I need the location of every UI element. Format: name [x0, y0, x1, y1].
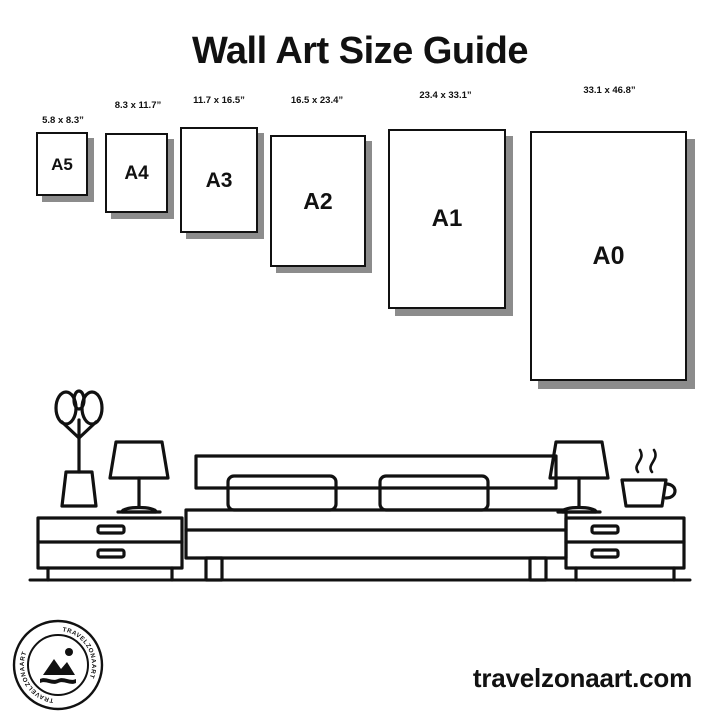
table-lamp-icon-right [550, 442, 608, 512]
nightstand-left-icon [38, 518, 182, 580]
frame-dimension-a0: 33.1 x 46.8” [583, 85, 636, 96]
mountain-logo-icon [12, 619, 104, 711]
frame-dimension-a4: 8.3 x 11.7” [114, 100, 162, 111]
site-url: travelzonaart.com [472, 663, 692, 693]
bed-icon [186, 456, 566, 580]
table-lamp-icon-left [110, 442, 168, 512]
nightstand-right-icon [566, 518, 684, 580]
frame-group-a4 [98, 100, 178, 205]
frame-group-a5 [34, 115, 92, 195]
bedroom-svg [0, 380, 720, 610]
frame-group-a1 [373, 90, 518, 325]
frame-dimension-a1: 23.4 x 33.1” [419, 90, 472, 101]
frame-label-a4: A4 [124, 162, 149, 184]
logo-text-bottom: TRAVELZONAART [18, 650, 55, 704]
frame-dimension-a2: 16.5 x 23.4” [290, 95, 344, 106]
frame-label-a5: A5 [51, 154, 73, 174]
frame-label-a1: A1 [431, 205, 463, 232]
frame-box-a2 [270, 135, 366, 267]
frame-box-a4 [105, 133, 168, 213]
frame-box-a0 [530, 131, 687, 381]
frame-label-a3: A3 [205, 168, 233, 192]
frame-box-a3 [180, 127, 258, 233]
frame-label-a2: A2 [303, 187, 333, 214]
coffee-mug-icon [622, 450, 675, 506]
footer [0, 605, 720, 720]
bedroom-illustration [0, 380, 720, 610]
logo-text-top: TRAVELZONAART [61, 626, 98, 680]
frame-group-a2 [258, 95, 376, 290]
brand-logo [12, 619, 104, 711]
frame-box-a1 [388, 129, 506, 309]
frame-dimension-a5: 5.8 x 8.3” [42, 115, 84, 126]
frame-label-a0: A0 [592, 241, 625, 270]
frame-box-a5 [36, 132, 88, 196]
potted-plant-icon [56, 391, 102, 506]
frame-group-a0 [512, 85, 707, 395]
page-title: Wall Art Size Guide [191, 30, 529, 72]
frame-group-a3 [170, 95, 268, 250]
frame-dimension-a3: 11.7 x 16.5” [193, 95, 245, 106]
